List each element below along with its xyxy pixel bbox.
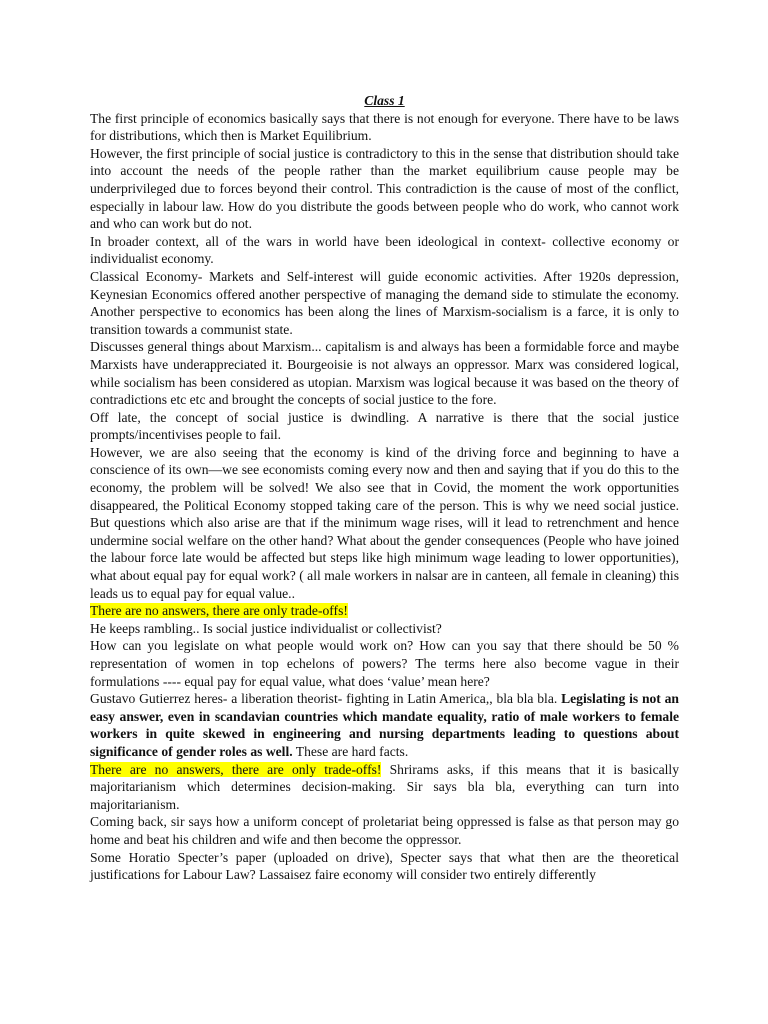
paragraph-6: Off late, the concept of social justice is dwindling. A narrative is there that the social justice prompts/incentivises people to fail. bbox=[90, 409, 679, 443]
paragraph-4: Classical Economy- Markets and Self-interest will guide economic activities. After 1920s depression, Keynesian Economics offered another perspective of managing the demand side to stimulate the economy. Another perspective to economics has been along the lines of Marxism-socialism is a farce, it is only to transition towards a communist state. bbox=[90, 268, 679, 337]
highlighted-text: There are no answers, there are only trade-offs! bbox=[90, 603, 348, 619]
paragraph-3: In broader context, all of the wars in world have been ideological in context- collective economy or individualist economy. bbox=[90, 233, 679, 267]
paragraph-2: However, the first principle of social justice is contradictory to this in the sense that distribution should take into account the needs of the people rather than the market equilibrium cause people may be underprivileged due to forces beyond their control. This contradiction is the cause of most of the conflict, especially in labour law. How do you distribute the goods between people who do work, who cannot work and who can work but do not. bbox=[90, 145, 679, 232]
paragraph-10: How can you legislate on what people would work on? How can you say that there should be 50 % representation of women in top echelons of powers? The terms here also become vague in their formulations ---- equal pay for equal value, what does ‘value’ mean here? bbox=[90, 638, 679, 689]
paragraph-14: Some Horatio Specter’s paper (uploaded on drive), Specter says that what then are the theoretical justifications for Labour Law? Lassaisez faire economy will consider two entirely differently bbox=[90, 849, 679, 883]
highlighted-text: There are no answers, there are only trade-offs! bbox=[90, 761, 382, 777]
paragraph-11-end: These are hard facts. bbox=[295, 743, 409, 759]
paragraph-5: Discusses general things about Marxism... capitalism is and always has been a formidable force and maybe Marxists have underappreciated it. Bourgeoisie is not always an oppressor. Marx was considered logical, while socialism has been considered as utopian. Marxism was logical because it was based on the theory of contradictions etc etc and brought the concepts of social justice to the fore. bbox=[90, 339, 679, 408]
paragraph-13: Coming back, sir says how a uniform concept of proletariat being oppressed is false as that person may go home and beat his children and wife and then become the oppressor. bbox=[90, 814, 679, 847]
paragraph-12 bbox=[90, 761, 679, 814]
bold-text: Legislating is not an easy answer, even in scandavian countries which mandate equality, ratio of male workers to female workers in quite skewed in engineering and nursing departments leading to questions about significance of gender roles as well. bbox=[90, 691, 679, 759]
paragraph-9: He keeps rambling.. Is social justice individualist or collectivist? bbox=[90, 620, 442, 636]
paragraph-7: However, we are also seeing that the economy is kind of the driving force and beginning to have a conscience of its own—we see economists coming every now and then and saying that if you do this to the economy, the problem will be solved! We also see that in Covid, the moment the work opportunities disappeared, the Political Economy stopped taking care of the person. This is why we need social justice. But questions which also arise are that if the minimum wage rises, will it lead to retrenchment and hence undermine social welfare on the other hand? What about the gender consequences (People who have joined the labour force late would be affected but steps like high minimum wage leading to lower opportunities), what about equal pay for equal work? ( all male workers in nalsar are in canteen, all female in cleaning) this leads us to equal pay for equal value.. bbox=[90, 444, 679, 601]
paragraph-8 bbox=[90, 602, 679, 620]
document-page bbox=[90, 92, 679, 884]
paragraph-11 bbox=[90, 690, 679, 760]
paragraph-11-start: Gustavo Gutierrez heres- a liberation theorist- fighting in Latin America,, bla bla bla. bbox=[90, 691, 558, 707]
paragraph-12-rest: Shrirams asks, if this means that it is basically majoritarianism which determines decision-making. Sir says bla bla, everything can turn into majoritarianism. bbox=[90, 761, 679, 812]
paragraph-1: The first principle of economics basically says that there is not enough for everyone. There have to be laws for distributions, which then is Market Equilibrium. bbox=[90, 110, 679, 144]
document-title: Class 1 bbox=[364, 93, 405, 108]
